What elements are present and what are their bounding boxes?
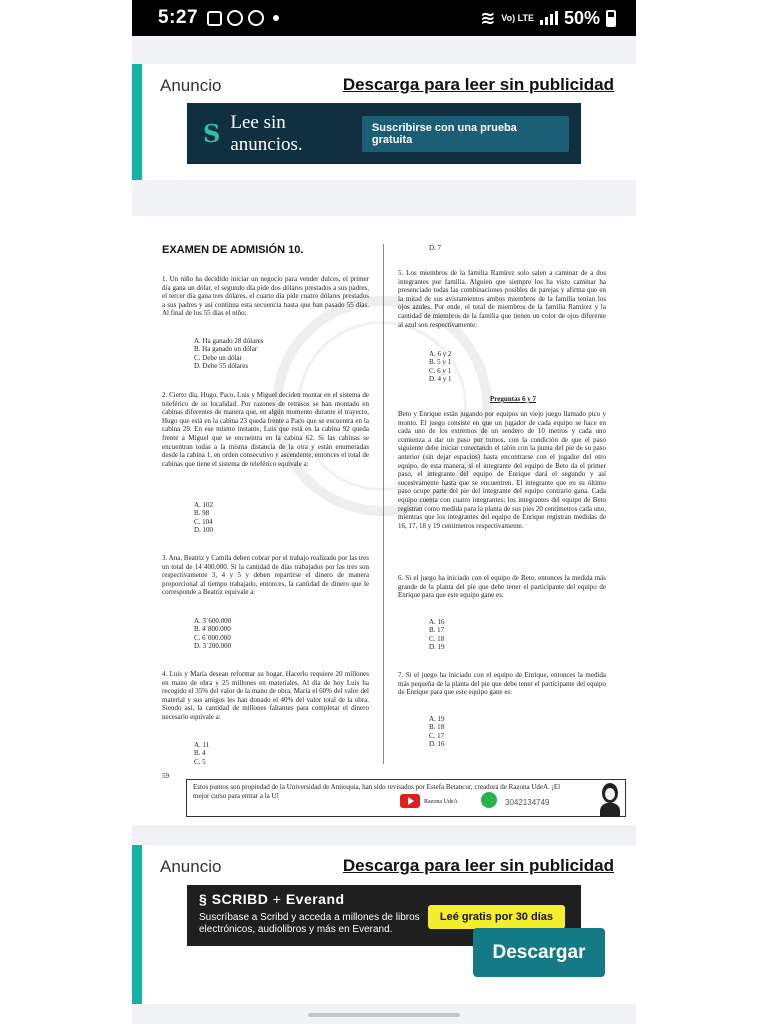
question-2-options [194, 501, 213, 535]
question-3-options [194, 617, 231, 651]
ad-accent-bar [132, 64, 142, 180]
question-4-options [194, 741, 209, 766]
document-footer [186, 779, 626, 817]
status-time: 5:27 [158, 7, 199, 28]
option: C. Debe un dólar [194, 353, 242, 362]
question-7: 7. Si el juego ha iniciado con el equipo de Enrique, entonces la medida más pequeña de la planta del pie que debe tener el participante del equipo de Enrique para que este equipo gane es: [398, 671, 606, 697]
document-page [132, 216, 636, 825]
option: C. 104 [194, 517, 213, 526]
option: C. 5 [194, 757, 206, 766]
status-bar [132, 0, 636, 36]
ad-banner-text: Lee sin anuncios. [230, 111, 303, 155]
whatsapp-icon [481, 792, 497, 808]
question-2: 2. Cierto día, Hugo, Paco, Luis y Miguel deciden montar en el sistema de teleférico de su localidad. Por razones de retrasos se han montado en cabinas diferentes de manera que, en algún momento durante el trayecto, Hugo que está en la cabina 23 queda frente a Paco que se encuentra en la cabina 29. En ese mismo instante, Luis que está en la cabina 92 queda frente a Miguel que se encuentra en la cabina 62. Si las cabinas se encuentran todas a la misma distancia de la otra y están enumeradas desde la cabina 1, en orden consecutivo y ascendente, entonces el total de cabinas que tiene el sistema de teleférico equivale a: [162, 391, 369, 468]
brand-everand: Everand [285, 891, 345, 907]
pinterest-icon [248, 10, 264, 26]
ad-banner-subscribe[interactable] [187, 103, 581, 164]
home-indicator[interactable] [308, 1013, 460, 1017]
ad-accent-bar [132, 845, 142, 1004]
ad-banner-cta[interactable]: Suscribirse con una prueba gratuita [362, 116, 569, 152]
scribd-logo-icon: S [203, 119, 221, 148]
gallery-icon [207, 11, 222, 26]
whatsapp-icon [227, 10, 243, 26]
device-frame-left [0, 0, 132, 1024]
option: B. 18 [429, 723, 445, 732]
option: D. 100 [194, 526, 214, 535]
ad-label: Anuncio [160, 857, 222, 876]
option: B. 4´800.000 [194, 625, 231, 634]
question-7-options [429, 715, 445, 749]
author-avatar-icon [597, 781, 623, 817]
ad-bottom [132, 845, 636, 1004]
question-5: 5. Los miembros de la familia Ramírez solo salen a caminar de a dos integrantes por familia. Alguien que siempre los ha visto caminar ha presenciado todas las combinaciones posibles de parejas y afirma que en la mitad de sus avistamientos ambos miembros de la familia tenían los ojos azules. Por ende, el total de miembros de la familia Ramírez y la cantidad de miembros de la familia que tienen un color de ojos diferente al azul son respectivamente: [398, 269, 606, 329]
option: C. 18 [429, 634, 445, 643]
option: C. 6 y 1 [429, 366, 452, 375]
option: B. Ha ganado un dólar [194, 345, 258, 354]
option: B. 17 [429, 626, 445, 635]
option: A. 19 [429, 715, 445, 723]
option: D. 3´200.000 [194, 642, 232, 651]
option: C. 17 [429, 731, 445, 740]
battery-icon [606, 10, 616, 27]
ad-label: Anuncio [160, 76, 222, 95]
youtube-channel: Razona UdeA [424, 799, 458, 805]
ad-description: Suscríbase a Scribd y acceda a millones de libros electrónicos, audiolibros y más en Everand. [199, 912, 420, 935]
option: D. Debe 55 dólares [194, 362, 249, 371]
question-1: 1. Un niño ha decidido iniciar un negocio para vender dulces, el primer día gana un dólar, el segundo día pide dos dólares prestados a sus padres, el tercer día gana tres dólares, el cuarto día pide cuatro dólares prestados a sus padres y así continua esta secuencia hasta que han pasado 55 días. Al final de los 55 días el niño: [162, 275, 369, 318]
option: C. 6´000.000 [194, 633, 231, 642]
footer-text: Estos puntos son propiedad de la Universidad de Antioquia, han sido revisados por Estefa Betancur, creadora de Razona UdeA. ¡El mejor curso para entrar a la U! [193, 783, 561, 800]
question-4: 4. Luis y María desean reformar su hogar. Hacerlo requiere 20 millones en mano de obra y 25 millones en materiales. Al día de hoy Luis ha recogido el 35% del valor de la mano de obra, María el 60% del valor del material y sus amigos les han donado el 40% del valor total de la obra. Siendo así, la cantidad de millones faltantes para completar el dinero necesario equivale a: [162, 670, 369, 721]
ad-top [132, 64, 636, 180]
brand-plus: + [272, 891, 282, 907]
option: A. 16 [429, 618, 445, 626]
option: D. 19 [429, 643, 445, 652]
column-divider [383, 244, 384, 764]
page-number: 59 [162, 772, 169, 780]
question-1-options [194, 337, 263, 371]
brand-scribd: SCRIBD [211, 891, 269, 907]
youtube-icon [400, 794, 420, 808]
option: B. 4 [194, 749, 206, 758]
option: A. 6 y 2 [429, 350, 452, 358]
download-button[interactable]: Descargar [473, 928, 605, 977]
option: A. Ha ganado 28 dólares [194, 337, 264, 345]
question-5-options [429, 350, 452, 384]
question-3: 3. Ana, Beatriz y Camila deben cobrar por el trabajo realizado por las tres un total de 14´400.000. Si la cantidad de días trabajados por las tres son respectivamente 3, 4 y 5 y deben repartirse el dinero de manera proporcional al tiempo trabajado, entonces, la cantidad de dinero que le corresponde a Beatriz equivale a: [162, 554, 369, 597]
question-6-options [429, 618, 445, 652]
whatsapp-number: 3042134749 [505, 798, 550, 807]
option: A. 102 [194, 501, 214, 509]
option: A. 11 [194, 741, 210, 749]
ad-cta-button[interactable]: Leé gratis por 30 días [428, 905, 565, 929]
phone-screen [132, 0, 636, 1024]
option: B. 5 y 1 [429, 358, 452, 367]
option: D. 16 [429, 740, 445, 749]
option: D. 4 y 1 [429, 375, 452, 384]
option: A. 3´600.000 [194, 617, 232, 625]
network-type: Vo) LTE [501, 12, 534, 23]
question-4-option-d: D. 7 [429, 244, 442, 252]
questions-6-7-heading: Preguntas 6 y 7 [490, 395, 536, 403]
ad-remove-link[interactable]: Descarga para leer sin publicidad [342, 75, 614, 94]
exam-title: EXAMEN DE ADMISIÓN 10. [162, 244, 304, 256]
questions-6-7-context: Beto y Enrique están jugando por equipos un viejo juego llamado pico y monto. El juego consiste en que un jugador de cada equipo se hace en cada uno de los extremos de un sendero de 10 metros y cada uno comienza a dar un paso por turnos, con la condición de que el paso siguiente debe iniciar conectando el talón con la punta del pie de su paso anterior (sin dejar espacios) hasta encontrarse con el jugador del otro equipo, de esta manera, si el integrante del equipo de Beto da el primer paso, el integrante del equipo de Enrique dará el segundo y así sucesivamente hasta que se encuentren. El integrante que en su último paso ocupe parte del pie del integrante del equipo contrario gana. Cada equipo cuenta con cuatro integrantes; los integrantes del equipo de Beto registran como medida para la planta de sus pies 20 centímetros cada uno, mientras que los integrantes del equipo de Enrique registran medidas de 16, 17, 18 y 19 centímetros respectivamente. [398, 410, 606, 530]
signal-icon [540, 11, 558, 25]
wifi-icon: ≋ [480, 7, 496, 28]
battery-percent: 50% [563, 7, 600, 28]
ad-remove-link[interactable]: Descarga para leer sin publicidad [342, 856, 614, 875]
question-6: 6. Si el juego ha iniciado con el equipo de Beto, entonces la medida más grande de la planta del pie que debe tener el participante del equipo de Enrique para que este equipo gane es: [398, 574, 606, 600]
option: B. 98 [194, 509, 210, 518]
notification-dot-icon [273, 15, 279, 21]
device-frame-right [636, 0, 768, 1024]
scribd-logo-icon: § [199, 891, 212, 907]
